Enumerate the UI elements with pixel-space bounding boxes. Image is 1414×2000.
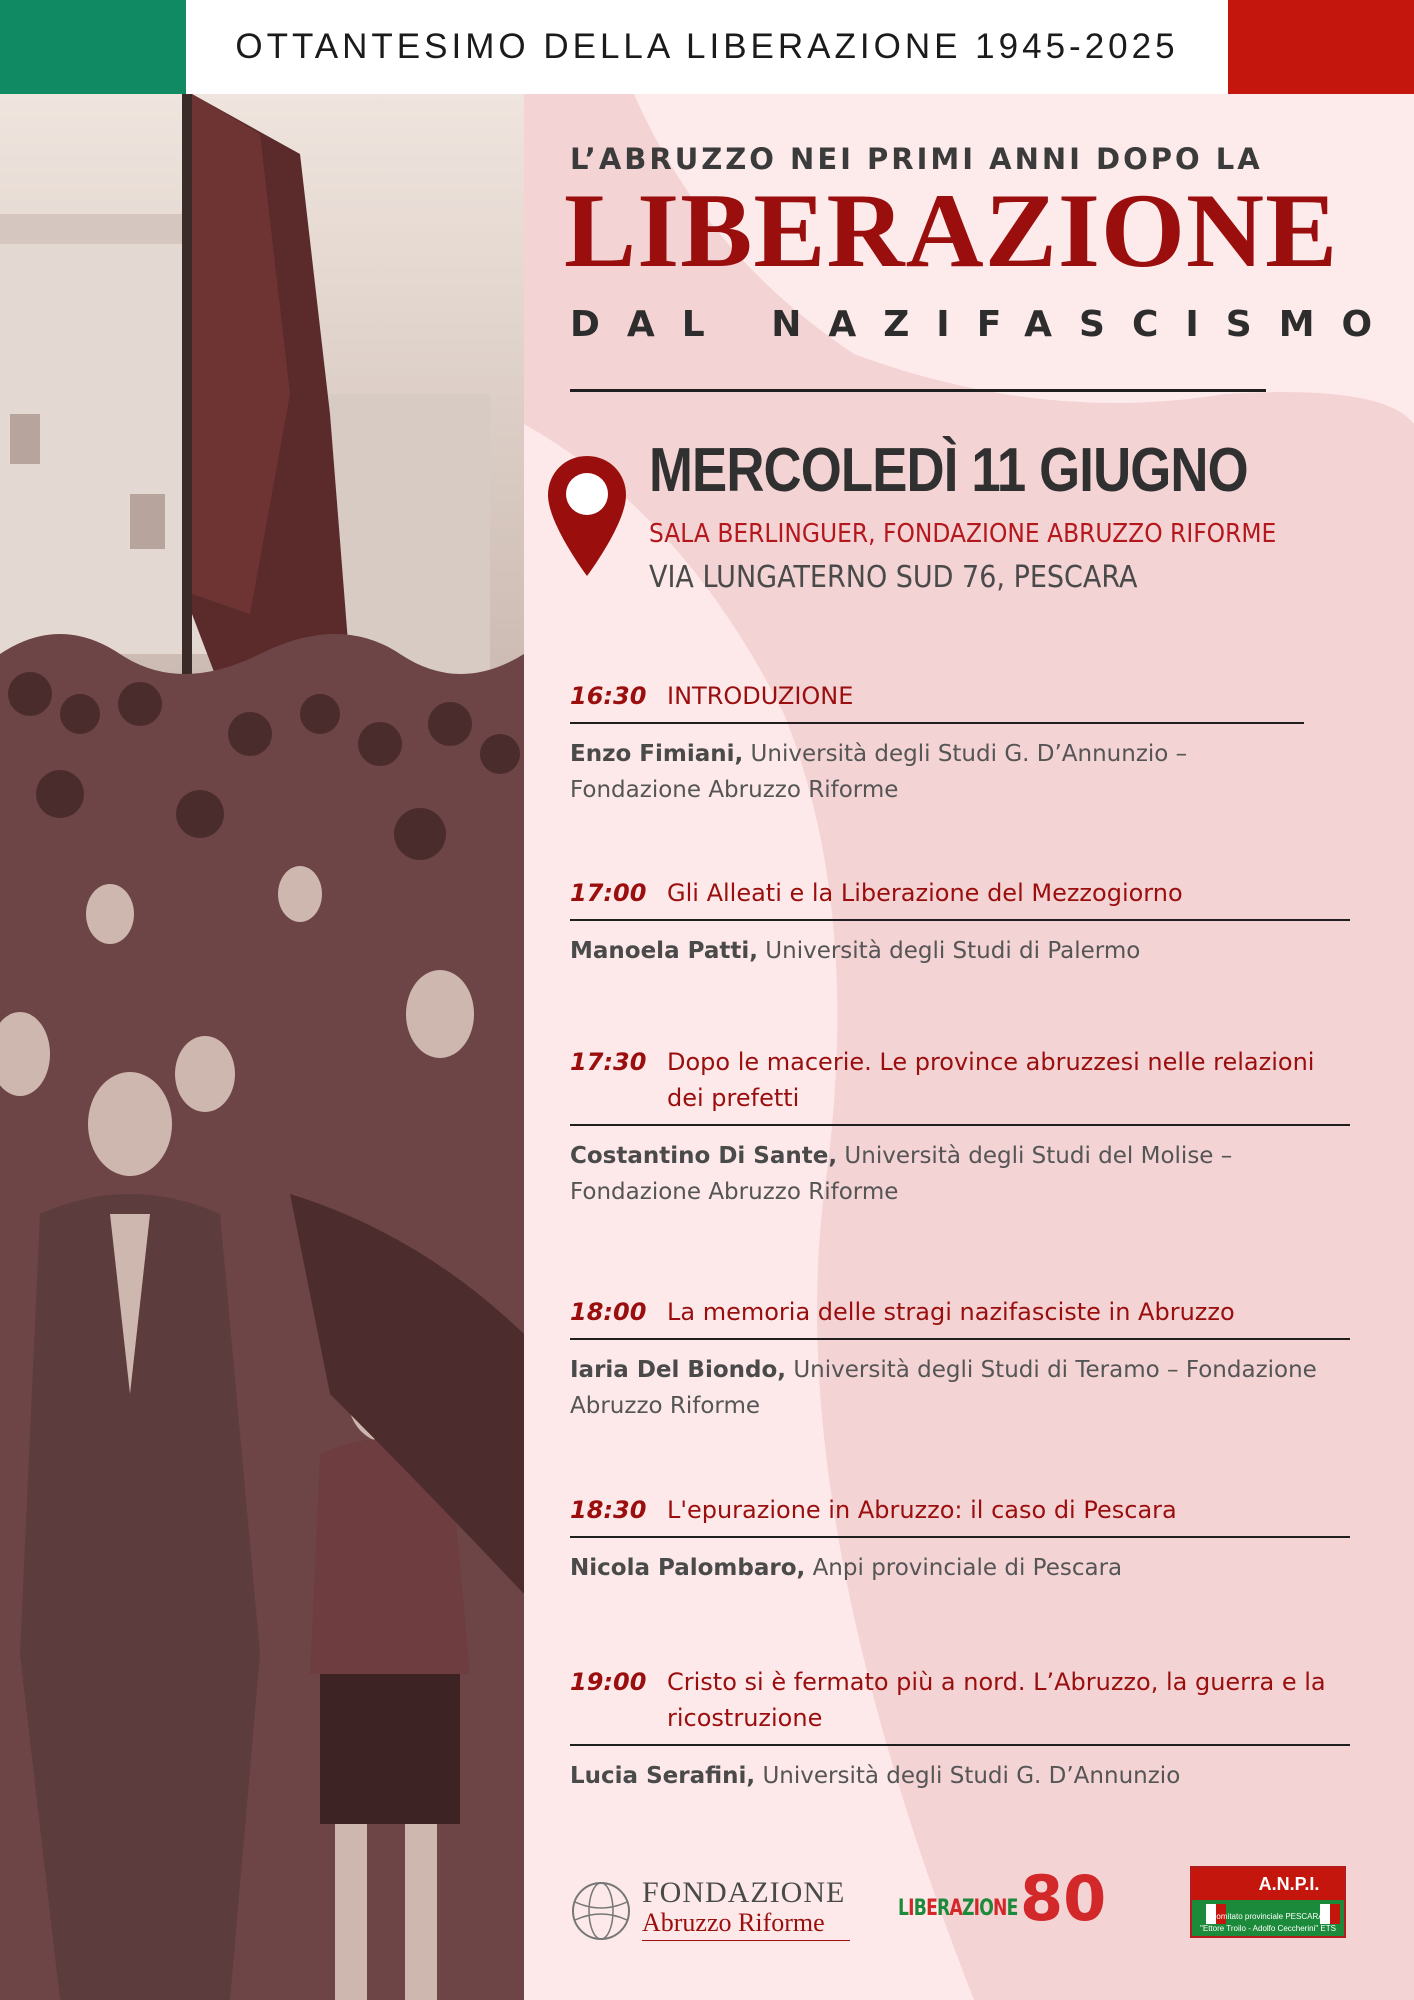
fondazione-logo <box>570 1876 860 1946</box>
speaker-affiliation: Università degli Studi G. D’Annunzio <box>755 1763 1181 1789</box>
liberazione80-letter: R <box>937 1896 950 1921</box>
liberazione80-letter: I <box>973 1896 980 1921</box>
event-venue: SALA BERLINGUER, FONDAZIONE ABRUZZO RIFORME <box>649 519 1277 549</box>
main-title: LIBERAZIONE <box>564 172 1339 289</box>
item-divider <box>570 722 1304 724</box>
program-item <box>570 1492 1350 1586</box>
speaker-name: Lucia Serafini, <box>570 1763 756 1789</box>
liberazione80-number-digits: 80 <box>1020 1862 1107 1935</box>
speaker-name: Nicola Palombaro, <box>570 1555 806 1581</box>
banner-title: OTTANTESIMO DELLA LIBERAZIONE 1945-2025 <box>235 27 1179 66</box>
fondazione-subname: Abruzzo Riforme <box>642 1908 825 1937</box>
item-topic: Gli Alleati e la Liberazione del Mezzogiorno <box>667 879 1183 907</box>
liberazione80-letter: A <box>949 1896 962 1921</box>
liberazione80-letter: O <box>979 1896 994 1921</box>
speaker-affiliation: Università degli Studi del Molise – Fondazione Abruzzo Riforme <box>570 1143 1233 1205</box>
liberazione80-letters <box>898 1896 1018 1921</box>
program-content <box>524 94 1414 2000</box>
sponsor-logos <box>570 1862 1350 1950</box>
item-time: 17:00 <box>570 879 647 907</box>
liberazione80-text <box>898 1896 1018 1921</box>
top-banner <box>0 0 1414 94</box>
liberation-march-illustration <box>0 94 524 2000</box>
liberazione80-logo <box>898 1862 1107 1944</box>
anpi-red-block <box>1192 1868 1234 1900</box>
item-speaker <box>570 736 1304 808</box>
item-time: 18:30 <box>570 1496 647 1524</box>
liberazione80-letter: B <box>913 1896 927 1921</box>
fondazione-underline <box>642 1940 850 1941</box>
liberazione80-letter: I <box>908 1896 914 1921</box>
item-topic: INTRODUZIONE <box>667 682 854 710</box>
item-speaker <box>570 933 1350 969</box>
item-divider <box>570 1124 1350 1126</box>
title-divider <box>570 389 1266 392</box>
item-time: 16:30 <box>570 682 647 710</box>
flag-red-block <box>1228 0 1414 94</box>
event-date: MERCOLEDÌ 11 GIUGNO <box>649 436 1248 505</box>
item-time: 17:30 <box>570 1048 647 1076</box>
anpi-logo <box>1190 1866 1346 1938</box>
item-divider <box>570 1536 1350 1538</box>
speaker-affiliation: Università degli Studi di Palermo <box>757 938 1141 964</box>
program-item <box>570 1664 1350 1794</box>
speaker-affiliation: Anpi provinciale di Pescara <box>805 1555 1123 1581</box>
liberazione80-letter: L <box>898 1896 909 1921</box>
item-speaker <box>570 1550 1350 1586</box>
fondazione-name: FONDAZIONE <box>642 1876 846 1909</box>
anpi-title: A.N.P.I. <box>1234 1868 1344 1900</box>
speaker-name: Manoela Patti, <box>570 938 758 964</box>
flag-green-block <box>0 0 186 94</box>
anpi-line1: comitato provinciale PESCARA <box>1212 1912 1324 1921</box>
item-topic: L'epurazione in Abruzzo: il caso di Pescara <box>667 1496 1177 1524</box>
item-divider <box>570 1338 1350 1340</box>
item-topic: La memoria delle stragi nazifasciste in Abruzzo <box>667 1298 1235 1326</box>
liberazione80-letter: E <box>1006 1896 1018 1921</box>
liberazione80-number <box>1020 1862 1107 1935</box>
item-topic: Cristo si è fermato più a nord. L’Abruzzo, la guerra e la ricostruzione <box>667 1668 1326 1732</box>
globe-icon <box>570 1880 632 1942</box>
speaker-name: Costantino Di Sante, <box>570 1143 838 1169</box>
pre-title: L’ABRUZZO NEI PRIMI ANNI DOPO LA <box>570 142 1263 176</box>
speaker-affiliation: Università degli Studi di Teramo – Fondazione Abruzzo Riforme <box>570 1357 1317 1419</box>
program-item <box>570 678 1304 808</box>
historic-photo <box>0 94 524 2000</box>
item-time: 18:00 <box>570 1298 647 1326</box>
item-speaker <box>570 1352 1350 1424</box>
liberazione80-letter: N <box>993 1896 1007 1921</box>
program-item <box>570 1044 1350 1210</box>
item-speaker <box>570 1758 1350 1794</box>
item-time: 19:00 <box>570 1668 647 1696</box>
liberazione80-letter: E <box>926 1896 938 1921</box>
item-topic: Dopo le macerie. Le province abruzzesi nelle relazioni dei prefetti <box>667 1048 1315 1112</box>
speaker-name: Iaria Del Biondo, <box>570 1357 787 1383</box>
speaker-name: Enzo Fimiani, <box>570 741 744 767</box>
anpi-line2: "Ettore Troilo - Adolfo Ceccherini" ETS <box>1200 1924 1336 1933</box>
event-address: VIA LUNGATERNO SUD 76, PESCARA <box>649 560 1138 595</box>
item-divider <box>570 1744 1350 1746</box>
item-speaker <box>570 1138 1350 1210</box>
location-pin-icon <box>546 454 628 578</box>
sub-title: DAL NAZIFASCISMO <box>570 304 1400 345</box>
liberazione80-letter: Z <box>961 1896 974 1921</box>
program-item <box>570 1294 1350 1424</box>
speaker-affiliation: Università degli Studi G. D’Annunzio – Fondazione Abruzzo Riforme <box>570 741 1188 803</box>
item-divider <box>570 919 1350 921</box>
program-item <box>570 875 1350 969</box>
